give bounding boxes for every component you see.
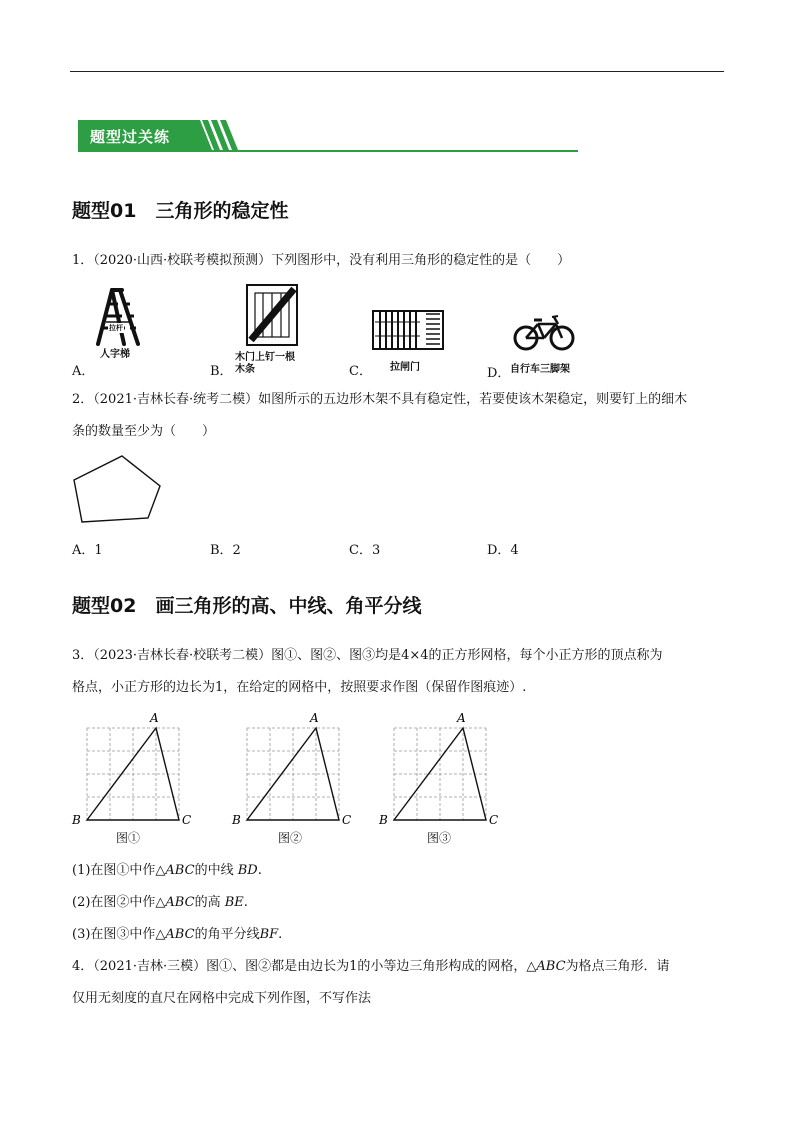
q2-option-d: D．4 — [487, 543, 519, 558]
bicycle-image — [512, 312, 576, 352]
option-b-caption-line1: 木门上钉一根 — [235, 352, 295, 363]
option-a-caption: 人字梯 — [100, 349, 130, 360]
section-title-02: 题型02 画三角形的高、中线、角平分线 — [72, 595, 422, 617]
banner-title: 题型过关练 — [90, 128, 171, 146]
vertex-c-label: C — [342, 813, 352, 827]
q4-stem-line2: 仅用无刻度的直尺在网格中完成下列作图，不写作法 — [72, 991, 372, 1006]
option-d-letter: D． — [487, 366, 511, 381]
q1-stem: 1．（2020·山西·校联考模拟预测）下列图形中，没有利用三角形的稳定性的是（ ） — [72, 253, 571, 268]
option-b-caption-line2: 木条 — [235, 364, 255, 375]
q3-stem-line2: 格点，小正方形的边长为1，在给定的网格中，按照要求作图（保留作图痕迹）. — [72, 680, 527, 695]
pentagon-figure — [70, 452, 166, 526]
vertex-b-label: B — [379, 813, 388, 827]
vertex-a-label: A — [457, 711, 466, 725]
vertex-a-label: A — [310, 711, 319, 725]
section-title-01: 题型01 三角形的稳定性 — [72, 200, 289, 222]
q4-stem-line1: 4．（2021·吉林·三模）图①、图②都是由边长为1的小等边三角形构成的网格，△ABC为格点三角形．请 — [72, 959, 670, 974]
door-image — [246, 284, 298, 346]
q3-part-2: (2)在图②中作△ABC的高 BE. — [72, 895, 248, 910]
figure-3-caption: 图③ — [427, 831, 452, 845]
q3-part-1: (1)在图①中作△ABC的中线 BD. — [72, 863, 262, 878]
grid-figure-2 — [230, 708, 356, 845]
vertex-b-label: B — [72, 813, 81, 827]
option-a-letter: A． — [72, 364, 95, 379]
grid-figure-3 — [377, 708, 503, 845]
vertex-b-label: B — [232, 813, 241, 827]
grid-figure-1 — [70, 708, 196, 845]
q3-part-3: (3)在图③中作△ABC的角平分线BF. — [72, 927, 283, 942]
option-d-caption: 自行车三脚架 — [510, 364, 570, 375]
q2-option-a: A．1 — [72, 543, 103, 558]
folding-gate-image — [372, 310, 444, 350]
banner-underline — [78, 150, 578, 152]
vertex-c-label: C — [489, 813, 499, 827]
q2-option-b: B．2 — [210, 543, 241, 558]
option-b-letter: B． — [210, 364, 233, 379]
vertex-a-label: A — [150, 711, 159, 725]
option-c-caption: 拉闸门 — [390, 362, 420, 373]
vertex-c-label: C — [182, 813, 192, 827]
q2-stem-line2: 条的数量至少为（ ） — [72, 424, 216, 439]
q3-stem-line1: 3．（2023·吉林长春·校联考二模）图①、图②、图③均是4×4的正方形网格，每个小正方形的顶点称为 — [72, 648, 663, 663]
option-c-letter: C． — [349, 364, 372, 379]
q2-option-c: C．3 — [349, 543, 381, 558]
q2-stem-line1: 2．（2021·吉林长春·统考二模）如图所示的五边形木架不具有稳定性，若要使该木架稳定，则要钉上的细木 — [72, 392, 688, 407]
figure-1-caption: 图① — [116, 831, 141, 845]
figure-2-caption: 图② — [278, 831, 303, 845]
header-rule — [70, 71, 724, 72]
ladder-pull-rod-label: 拉杆 — [109, 324, 123, 332]
